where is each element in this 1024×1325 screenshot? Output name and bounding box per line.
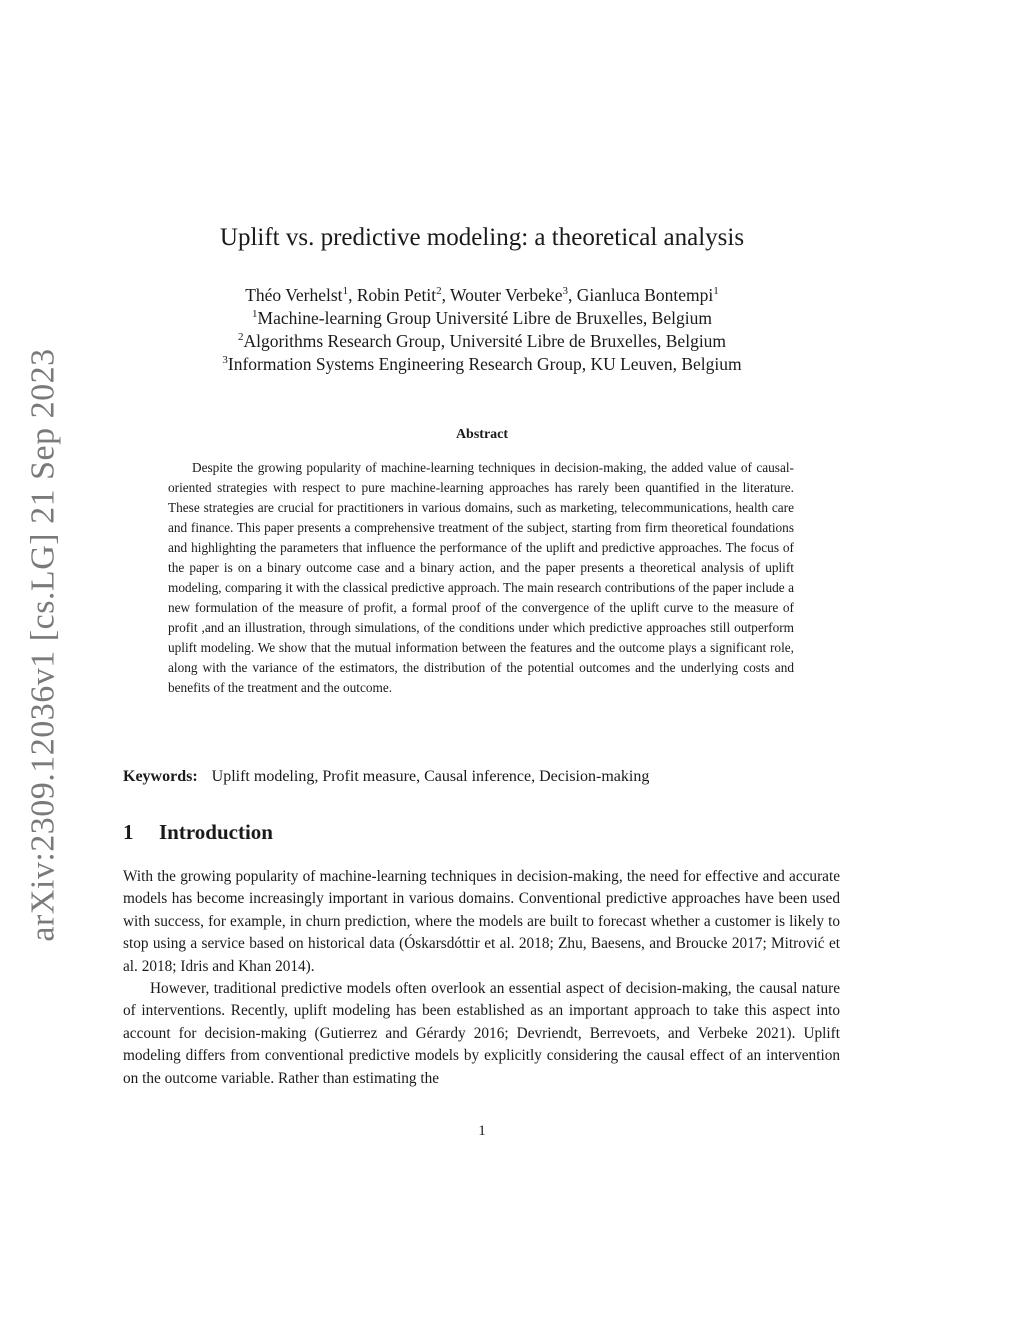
section-body: [123, 866, 840, 1090]
paper-title: Uplift vs. predictive modeling: a theoretical analysis: [219, 224, 745, 251]
affiliation-line: [0, 353, 964, 376]
affiliation-line: [0, 330, 964, 353]
page-number: 1: [478, 1123, 486, 1139]
keywords-line: [123, 768, 843, 786]
paragraph: However, traditional predictive models often overlook an essential aspect of decision-making, the causal nature of interventions. Recently, uplift modeling has been established as an important approach to take this aspect into account for decision-making (Gutierrez and Gérardy 2016; Devriendt, Berrevoets, and Verbeke 2021). Uplift modeling differs from conventional predictive models by explicitly considering the causal effect of an intervention on the outcome variable. Rather than estimating the: [123, 980, 840, 1087]
author-affiliation-marker: 3: [562, 285, 568, 298]
author-block: [0, 284, 964, 376]
author-affiliation-marker: 1: [713, 285, 719, 298]
section-heading: [123, 820, 273, 845]
paragraph: With the growing popularity of machine-learning techniques in decision-making, the need for effective and accurate models has become increasingly important in various domains. Conventional predictive approaches have been used with success, for example, in churn prediction, where the models are built to forecast whether a customer is likely to stop using a service based on historical data (Óskarsdóttir et al. 2018; Zhu, Baesens, and Broucke 2017; Mitrović et al. 2018; Idris and Khan 2014).: [123, 868, 840, 975]
affiliation-text: Information Systems Engineering Research Group, KU Leuven, Belgium: [227, 354, 742, 374]
keywords-value: Uplift modeling, Profit measure, Causal inference, Decision-making: [211, 768, 650, 785]
affiliation-marker: 1: [252, 308, 258, 321]
author-name: Théo Verhelst: [245, 285, 343, 305]
section-number: 1: [123, 820, 134, 844]
author-name: Wouter Verbeke: [450, 285, 563, 305]
affiliation-marker: 3: [222, 354, 228, 367]
affiliation-text: Algorithms Research Group, Université Libre de Bruxelles, Belgium: [243, 331, 727, 351]
author-list: Théo Verhelst$^1$, Robin Petit$^2$, Wouter Verbeke$^3$, Gianluca Bontempi$^1$: [245, 285, 719, 305]
abstract-heading: Abstract: [455, 427, 509, 442]
affiliation-text: Machine-learning Group Université Libre de Bruxelles, Belgium: [257, 308, 712, 328]
affiliation-marker: 2: [237, 331, 244, 344]
author-name: Gianluca Bontempi: [576, 285, 714, 305]
affiliation-line: [0, 307, 964, 330]
author-affiliation-marker: 2: [436, 285, 442, 298]
section-title: Introduction: [159, 820, 273, 844]
arxiv-identifier-text: arXiv:2309.12036v1 [cs.LG] 21 Sep 2023: [25, 348, 62, 942]
author-affiliation-marker: 1: [342, 285, 349, 298]
abstract-body: Despite the growing popularity of machine-learning techniques in decision-making, the added value of causal-oriented strategies with respect to pure machine-learning approaches has rarely been quantified in the literature. These strategies are crucial for practitioners in various domains, such as marketing, telecommunications, health care and finance. This paper presents a comprehensive treatment of the subject, starting from firm theoretical foundations and highlighting the parameters that influence the performance of the uplift and predictive approaches. The focus of the paper is on a binary outcome case and a binary action, and the paper presents a theoretical analysis of uplift modeling, comparing it with the classical predictive approach. The main research contributions of the paper include a new formulation of the measure of profit, a formal proof of the convergence of the uplift curve to the measure of profit ,and an illustration, through simulations, of the conditions under which predictive approaches still outperform uplift modeling. We show that the mutual information between the features and the outcome plays a significant role, along with the variance of the estimators, the distribution of the potential outcomes and the underlying costs and benefits of the treatment and the outcome.: [168, 460, 794, 695]
keywords-label: Keywords:: [123, 768, 198, 785]
author-name: Robin Petit: [356, 285, 437, 305]
